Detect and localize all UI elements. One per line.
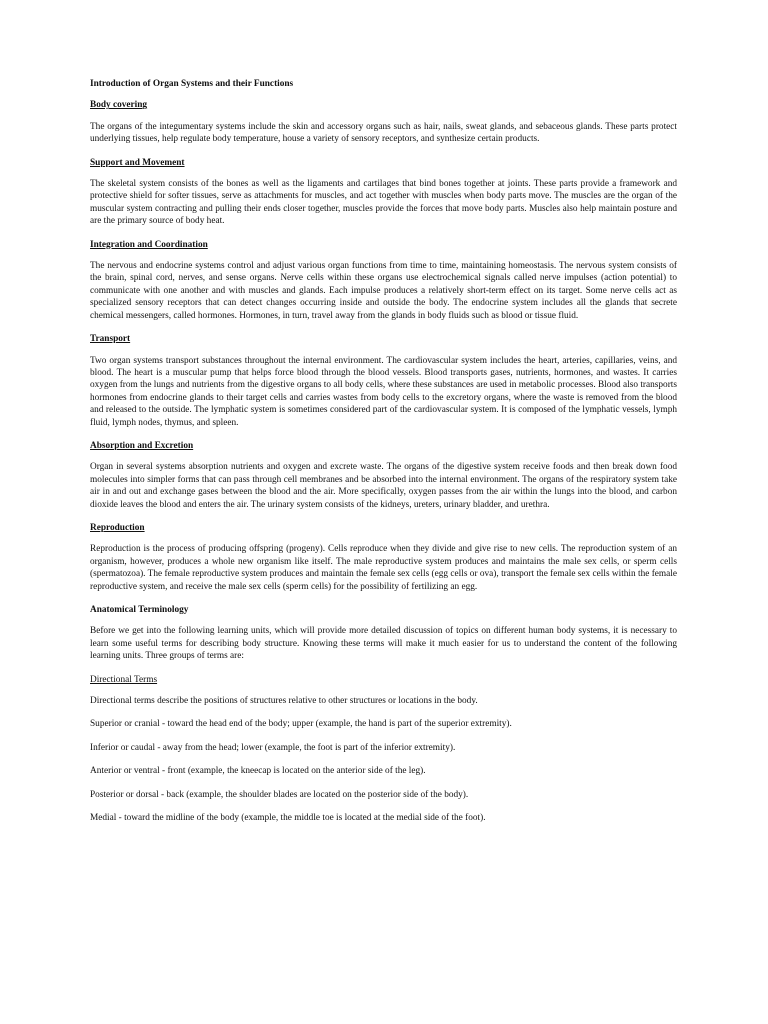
section-paragraph-reproduction: Reproduction is the process of producing offspring (progeny). Cells reproduce when they divide and give rise to new cells. The reproduction system of an organism, however, produces a whole new organism like itself. The male reproductive system produces and maintains the male sex cells, or sperm cells (spermatozoa). The female reproductive system produces and maintain the female sex cells (egg cells or ova), transport the female sex cells within the female reproductive system, and receive the male sex cells (sperm cells) for the possibility of fertilizing an egg.	[90, 544, 677, 592]
directional-terms-intro: Directional terms describe the positions of structures relative to other structures or locations in the body.	[90, 696, 478, 707]
document-page	[90, 78, 677, 835]
section-paragraph-absorption: Organ in several systems absorption nutrients and oxygen and excrete waste. The organs of the digestive system receive foods and then break down food molecules into simpler forms that can pass through cell membranes and be absorbed into the internal environment. The organs of the respiratory system take air in and out and exchange gases between the blood and the air. More specifically, oxygen passes from the air within the lungs into the blood, and carbon dioxide leaves the blood and enters the air. The urinary system consists of the kidneys, ureters, urinary bladder, and urethra.	[90, 462, 677, 510]
section-heading-reproduction: Reproduction	[90, 522, 145, 533]
section-heading-transport: Transport	[90, 334, 131, 345]
section-paragraph-anatomical: Before we get into the following learning units, which will provide more detailed discussion of topics on different human body systems, it is necessary to learn some useful terms for describing body structure. Knowing these terms will make it much easier for us to understand the content of the following learning units. Three groups of terms are:	[90, 626, 677, 662]
section-paragraph-transport: Two organ systems transport substances throughout the internal environment. The cardiovascular system includes the heart, arteries, capillaries, veins, and blood. The heart is a muscular pump that helps force blood through the blood vessels. Blood transports gases, nutrients, hormones, and wastes. It carries oxygen from the lungs and nutrients from the digestive organs to all body cells, where these substances are used in metabolic processes. Blood also transports hormones from endocrine glands to their target cells and carries wastes from body cells to the excretory organs, where the waste is removed from the blood and released to the outside. The lymphatic system is sometimes considered part of the cardiovascular system. It is composed of the lymphatic vessels, lymph fluid, lymph nodes, thymus, and spleen.	[90, 355, 677, 428]
section-paragraph-support-movement: The skeletal system consists of the bones as well as the ligaments and cartilages that bind bones together at joints. These parts provide a framework and protective shield for softer tissues, serve as attachments for muscles, and act together with muscles when body parts move. The muscles are the organ of the muscular system contracting and pulling their ends closer together, muscles provide the forces that move body parts. Muscles also help maintain posture and are the primary source of body heat.	[90, 179, 677, 227]
term-line: Inferior or caudal - away from the head; lower (example, the foot is part of the inferior extremity).	[90, 742, 456, 753]
term-line: Posterior or dorsal - back (example, the shoulder blades are located on the posterior side of the body).	[90, 789, 469, 800]
section-heading-support-movement: Support and Movement	[90, 157, 185, 168]
section-heading-absorption: Absorption and Excretion	[90, 440, 194, 451]
section-heading-anatomical: Anatomical Terminology	[90, 605, 189, 615]
section-paragraph-integration: The nervous and endocrine systems control and adjust various organ functions from time to time, maintaining homeostasis. The nervous system consists of the brain, spinal cord, nerves, and sense organs. Nerve cells within these organs use electrochemical signals called nerve impulses (action potential) to communicate with one another and with muscles and glands. Each impulse produces a relatively short-term effect on its target. Some nerve cells act as specialized sensory receptors that can detect changes occurring inside and outside the body. The endocrine system includes all the glands that secrete chemical messengers, called hormones. Hormones, in turn, travel away from the glands in body fluids such as blood or tissue fluid.	[90, 261, 677, 321]
section-heading-integration: Integration and Coordination	[90, 239, 208, 250]
term-line: Medial - toward the midline of the body (example, the middle toe is located at the medial side of the foot).	[90, 813, 486, 824]
term-line: Superior or cranial - toward the head end of the body; upper (example, the hand is part of the superior extremity).	[90, 719, 512, 730]
section-heading-body-covering: Body covering	[90, 100, 148, 111]
document-title: Introduction of Organ Systems and their Functions	[90, 79, 294, 89]
section-paragraph-body-covering: The organs of the integumentary systems include the skin and accessory organs such as hair, nails, sweat glands, and sebaceous glands. These parts protect underlying tissues, help regulate body temperature, house a variety of sensory receptors, and synthesize certain products.	[90, 121, 677, 145]
term-line: Anterior or ventral - front (example, the kneecap is located on the anterior side of the leg).	[90, 766, 426, 777]
subheading-directional-terms: Directional Terms	[90, 674, 158, 685]
